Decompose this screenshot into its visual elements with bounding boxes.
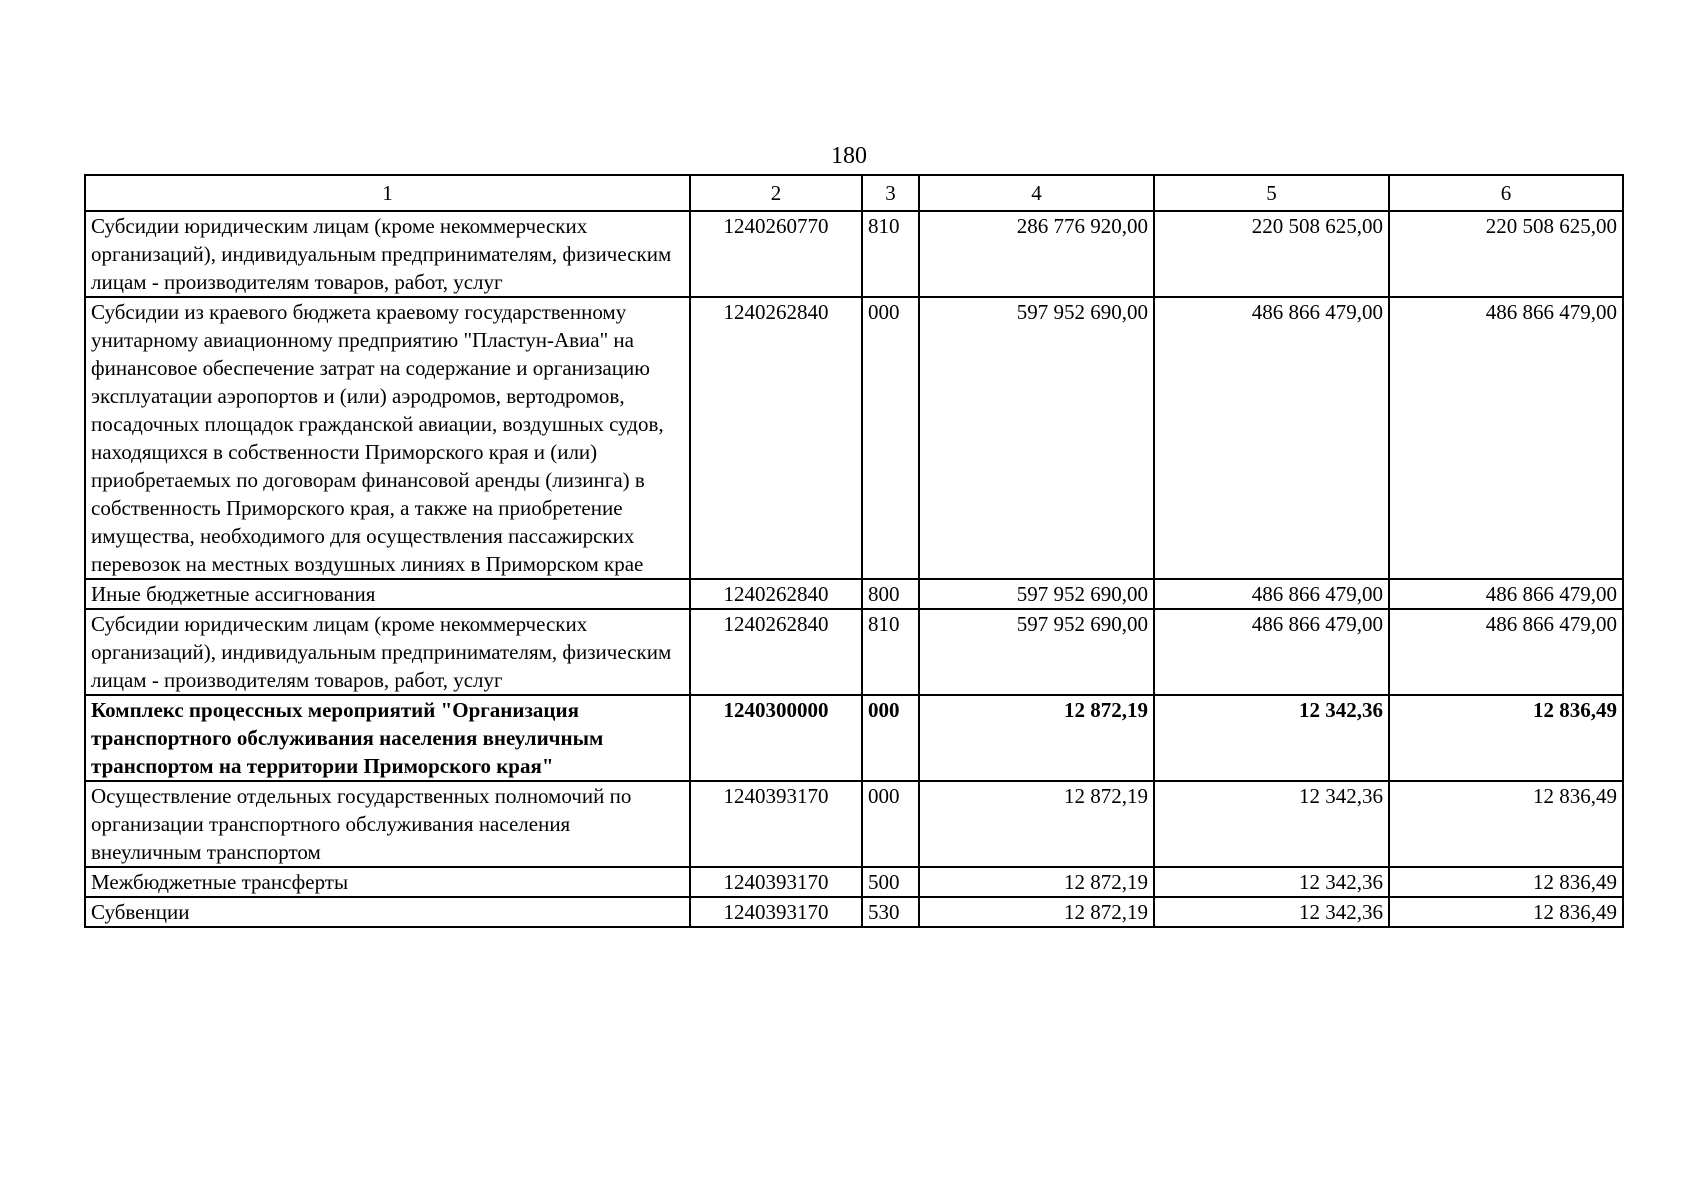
row-value-4: 597 952 690,00: [919, 579, 1154, 609]
row-code: 1240262840: [690, 579, 862, 609]
page-number: 180: [831, 143, 867, 169]
column-header: 1: [85, 175, 690, 211]
row-value-6: 486 866 479,00: [1389, 579, 1623, 609]
row-code: 1240393170: [690, 781, 862, 867]
row-kind: 000: [862, 297, 919, 579]
row-value-4: 12 872,19: [919, 867, 1154, 897]
row-value-5: 220 508 625,00: [1154, 211, 1389, 297]
table-row: [85, 579, 1623, 609]
row-value-6: 486 866 479,00: [1389, 609, 1623, 695]
table-header-row: [85, 175, 1623, 211]
row-value-4: 12 872,19: [919, 695, 1154, 781]
row-value-4: 597 952 690,00: [919, 609, 1154, 695]
row-value-5: 486 866 479,00: [1154, 297, 1389, 579]
row-name: Субсидии юридическим лицам (кроме некоммерческих организаций), индивидуальным предпринимателям, физическим лицам - производителям товаров, работ, услуг: [85, 609, 690, 695]
row-name: Субсидии из краевого бюджета краевому государственному унитарному авиационному предприятию "Пластун-Авиа" на финансовое обеспечение затрат на содержание и организацию эксплуатации аэропортов и (или) аэродромов, вертодромов, посадочных площадок гражданской авиации, воздушных судов, находящихся в собственности Приморского края и (или) приобретаемых по договорам финансовой аренды (лизинга) в собственность Приморского края, а также на приобретение имущества, необходимого для осуществления пассажирских перевозок на местных воздушных линиях в Приморском крае: [85, 297, 690, 579]
table-row: [85, 867, 1623, 897]
column-header: 2: [690, 175, 862, 211]
row-value-5: 12 342,36: [1154, 867, 1389, 897]
row-kind: 000: [862, 695, 919, 781]
column-header: 5: [1154, 175, 1389, 211]
row-name: Субвенции: [85, 897, 690, 927]
row-value-6: 220 508 625,00: [1389, 211, 1623, 297]
table-row: [85, 781, 1623, 867]
row-value-6: 12 836,49: [1389, 897, 1623, 927]
row-kind: 530: [862, 897, 919, 927]
table-row: [85, 211, 1623, 297]
row-value-6: 12 836,49: [1389, 695, 1623, 781]
row-value-6: 12 836,49: [1389, 781, 1623, 867]
row-value-5: 486 866 479,00: [1154, 579, 1389, 609]
row-name: Комплекс процессных мероприятий "Организация транспортного обслуживания населения внеуличным транспортом на территории Приморского края": [85, 695, 690, 781]
row-value-5: 486 866 479,00: [1154, 609, 1389, 695]
table-row: [85, 609, 1623, 695]
row-value-6: 486 866 479,00: [1389, 297, 1623, 579]
row-value-5: 12 342,36: [1154, 897, 1389, 927]
row-value-5: 12 342,36: [1154, 695, 1389, 781]
table-row-section: [85, 695, 1623, 781]
row-kind: 810: [862, 609, 919, 695]
row-name: Осуществление отдельных государственных полномочий по организации транспортного обслуживания населения внеуличным транспортом: [85, 781, 690, 867]
row-kind: 500: [862, 867, 919, 897]
row-value-4: 12 872,19: [919, 781, 1154, 867]
row-kind: 810: [862, 211, 919, 297]
row-code: 1240262840: [690, 297, 862, 579]
column-header: 6: [1389, 175, 1623, 211]
row-name: Иные бюджетные ассигнования: [85, 579, 690, 609]
row-kind: 800: [862, 579, 919, 609]
column-header: 4: [919, 175, 1154, 211]
column-header: 3: [862, 175, 919, 211]
row-value-4: 12 872,19: [919, 897, 1154, 927]
row-code: 1240393170: [690, 867, 862, 897]
budget-table: [84, 174, 1624, 928]
row-kind: 000: [862, 781, 919, 867]
row-name: Субсидии юридическим лицам (кроме некоммерческих организаций), индивидуальным предпринимателям, физическим лицам - производителям товаров, работ, услуг: [85, 211, 690, 297]
row-value-6: 12 836,49: [1389, 867, 1623, 897]
table-row: [85, 297, 1623, 579]
row-code: 1240260770: [690, 211, 862, 297]
row-value-5: 12 342,36: [1154, 781, 1389, 867]
table-row: [85, 897, 1623, 927]
row-code: 1240393170: [690, 897, 862, 927]
row-code: 1240300000: [690, 695, 862, 781]
row-name: Межбюджетные трансферты: [85, 867, 690, 897]
row-value-4: 286 776 920,00: [919, 211, 1154, 297]
row-code: 1240262840: [690, 609, 862, 695]
row-value-4: 597 952 690,00: [919, 297, 1154, 579]
